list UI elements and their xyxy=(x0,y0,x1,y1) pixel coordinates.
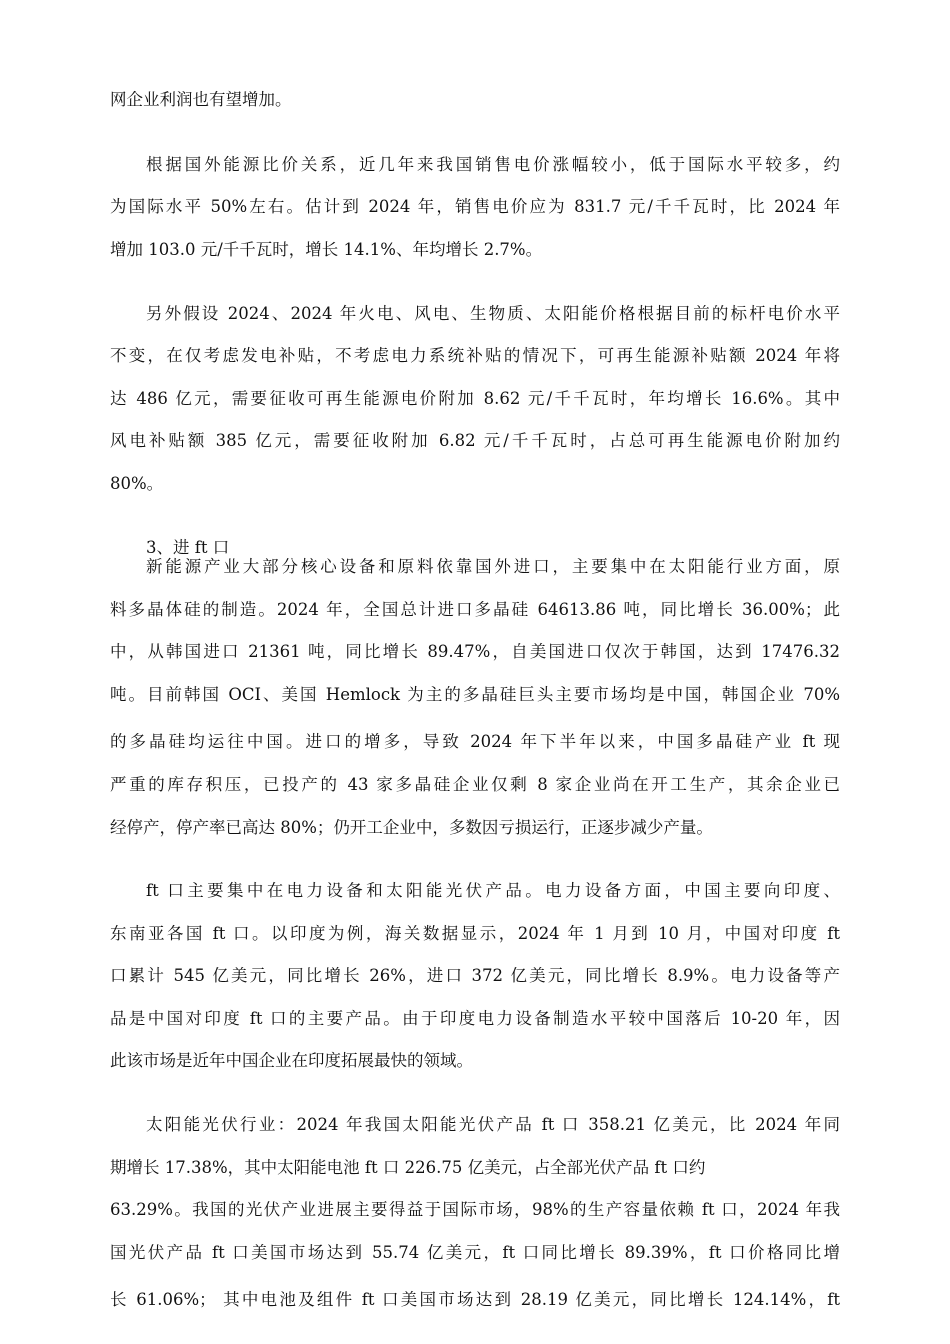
text-line: 吨。目前韩国 OCI、美国 Hemlock 为主的多晶硅巨头主要市场均是中国，韩国企业 70% xyxy=(110,685,840,704)
text-line: 的多晶硅均运往中国。进口的增多，导致 2024 年下半年以来，中国多晶硅产业 ft 现 xyxy=(110,732,840,751)
section-heading: 3、进 ft 口 xyxy=(146,538,230,557)
text-line: 风电补贴额 385 亿元，需要征收附加 6.82 元/千千瓦时，占总可再生能源电价附加约 xyxy=(110,431,840,450)
text-line: 80%。 xyxy=(110,474,164,493)
text-line: 口累计 545 亿美元，同比增长 26%，进口 372 亿美元，同比增长 8.9%。电力设备等产 xyxy=(110,966,840,985)
text-line: 达 486 亿元，需要征收可再生能源电价附加 8.62 元/千千瓦时，年均增长 16.6%。其中 xyxy=(110,389,840,408)
text-line: 东南亚各国 ft 口。以印度为例，海关数据显示，2024 年 1 月到 10 月，中国对印度 ft xyxy=(110,924,840,943)
text-line: 网企业利润也有望增加。 xyxy=(110,90,292,109)
text-line: 国光伏产品 ft 口美国市场达到 55.74 亿美元，ft 口同比增长 89.39%，ft 口价格同比增 xyxy=(110,1243,840,1262)
text-line: 料多晶体硅的制造。2024 年，全国总计进口多晶硅 64613.86 吨，同比增长 36.00%；此 xyxy=(110,600,840,619)
text-line: 期增长 17.38%，其中太阳能电池 ft 口 226.75 亿美元，占全部光伏产品 ft 口约 xyxy=(110,1158,706,1177)
text-line: 品是中国对印度 ft 口的主要产品。由于印度电力设备制造水平较中国落后 10-20 年，因 xyxy=(110,1009,840,1028)
text-line: 中，从韩国进口 21361 吨，同比增长 89.47%，自美国进口仅次于韩国，达到 17476.32 xyxy=(110,642,840,661)
text-line: 增加 103.0 元/千千瓦时，增长 14.1%、年均增长 2.7%。 xyxy=(110,240,543,259)
text-line: 另外假设 2024、2024 年火电、风电、生物质、太阳能价格根据目前的标杆电价水平 xyxy=(146,304,840,323)
text-line: 严重的库存积压，已投产的 43 家多晶硅企业仅剩 8 家企业尚在开工生产，其余企业已 xyxy=(110,775,840,794)
text-line: 此该市场是近年中国企业在印度拓展最快的领域。 xyxy=(110,1051,473,1070)
text-line: 经停产，停产率已高达 80%；仍开工企业中，多数因亏损运行，正逐步减少产量。 xyxy=(110,818,713,837)
text-line: 新能源产业大部分核心设备和原料依靠国外进口，主要集中在太阳能行业方面，原 xyxy=(146,557,840,576)
text-line: 63.29%。我国的光伏产业进展主要得益于国际市场，98%的生产容量依赖 ft 口，2024 年我 xyxy=(110,1200,840,1219)
text-line: 根据国外能源比价关系，近几年来我国销售电价涨幅较小，低于国际水平较多，约 xyxy=(146,155,840,174)
text-line: 不变，在仅考虑发电补贴，不考虑电力系统补贴的情况下，可再生能源补贴额 2024 年将 xyxy=(110,346,840,365)
text-line: ft 口主要集中在电力设备和太阳能光伏产品。电力设备方面，中国主要向印度、 xyxy=(146,881,840,900)
text-line: 为国际水平 50%左右。估计到 2024 年，销售电价应为 831.7 元/千千瓦时，比 2024 年 xyxy=(110,197,840,216)
text-line: 长 61.06%； 其中电池及组件 ft 口美国市场达到 28.19 亿美元，同比增长 124.14%，ft xyxy=(110,1290,840,1309)
text-line: 太阳能光伏行业：2024 年我国太阳能光伏产品 ft 口 358.21 亿美元，比 2024 年同 xyxy=(146,1115,840,1134)
